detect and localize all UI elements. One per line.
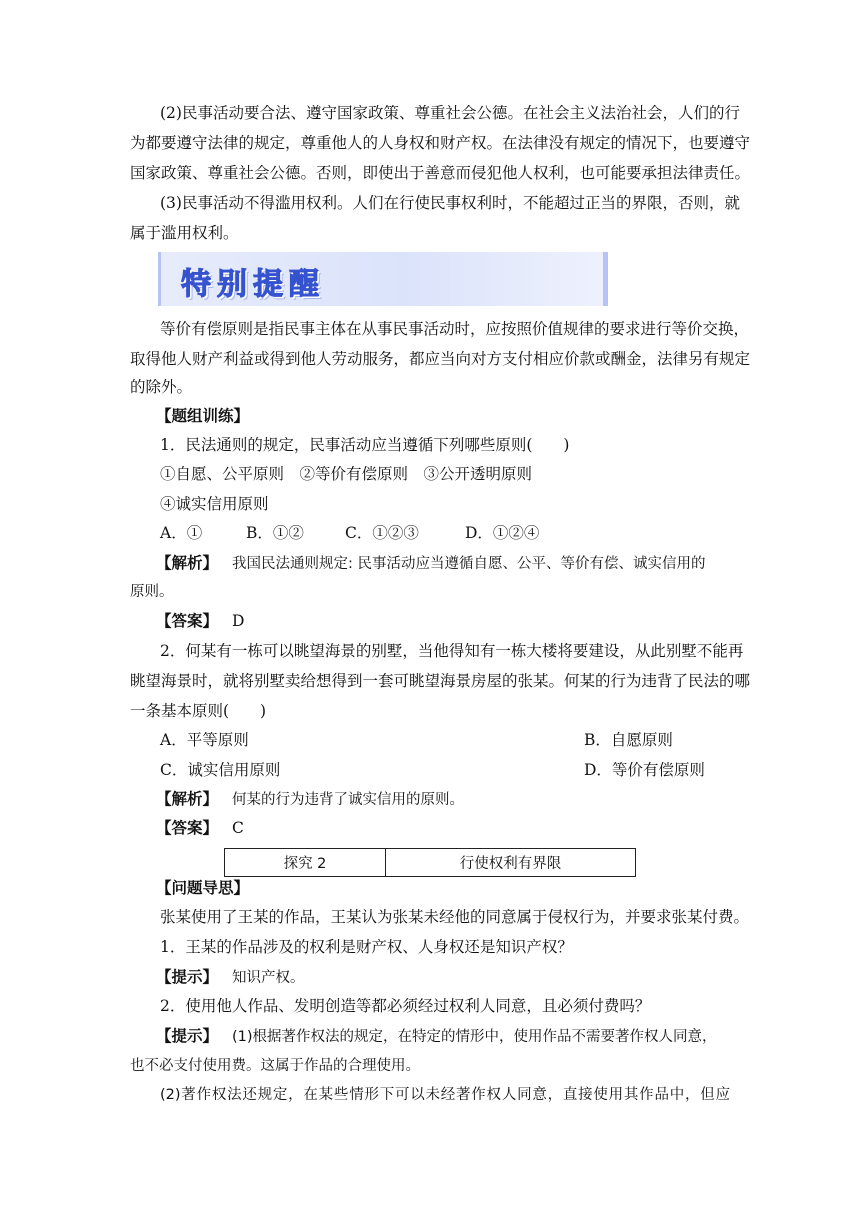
analysis-label: 【解析】 [156,790,219,808]
answer-label: 【答案】 [156,819,219,837]
question-stem: 一条基本原则( ) [130,702,267,720]
analysis-line [156,553,706,574]
reminder-line: 等价有偿原则是指民事主体在从事民事活动时，应按照价值规律的要求进行等价交换， [160,320,750,338]
hint-line [156,967,305,988]
paragraph-line: (3)民事活动不得滥用权利。人们在行使民事权利时，不能超过正当的界限，否则，就 [160,194,740,212]
section-header-table [224,848,636,877]
answer-line [156,818,244,838]
analysis-text: 我国民法通则规定: 民事活动应当遵循自愿、公平、等价有偿、诚实信用的 [232,556,706,572]
hint-line [156,1026,730,1047]
guide-heading: 【问题导思】 [156,879,250,897]
special-reminder-banner [158,252,608,306]
question-stem: 1．民法通则的规定，民事活动应当遵循下列哪些原则( ) [160,436,570,454]
section-title: 行使权利有界限 [386,849,636,877]
option-d: D．①②④ [465,524,540,542]
analysis-text: 何某的行为违背了诚实信用的原则。 [232,792,465,808]
hint-text: (1)根据著作权法的规定，在特定的情形中，使用作品不需要著作权人同意， [232,1029,717,1045]
question-items: ④诚实信用原则 [160,495,269,513]
analysis-line [156,789,464,810]
guide-question: 1．王某的作品涉及的权利是财产权、人身权还是知识产权？ [160,938,573,956]
hint-label: 【提示】 [156,1027,219,1045]
analysis-line: 原则。 [130,584,174,600]
paragraph-line: 属于滥用权利。 [130,224,239,242]
answer-value: D [232,612,245,630]
option-a: A．① [160,524,203,542]
option-a: A．平等原则 [160,731,249,749]
hint-text: 知识产权。 [232,970,305,986]
banner-title: 特别提醒 [181,267,325,302]
guide-question: 2．使用他人作品、发明创造等都必须经过权利人同意，且必须付费吗？ [160,997,651,1015]
question-stem: 2．何某有一栋可以眺望海景的别墅，当他得知有一栋大楼将要建设，从此别墅不能再 [160,642,744,660]
paragraph-line: 国家政策、尊重社会公德。否则，即使出于善意而侵犯他人权利，也可能要承担法律责任。 [130,164,751,182]
option-d: D．等价有偿原则 [584,761,705,779]
option-b: B．①② [246,524,304,542]
answer-label: 【答案】 [156,612,219,630]
hint-line: (2)著作权法还规定，在某些情形下可以未经著作权人同意，直接使用其作品中，但应 [160,1087,730,1103]
option-c: C．①②③ [345,524,419,542]
reminder-line: 取得他人财产利益或得到他人劳动服务，都应当向对方支付相应价款或酬金，法律另有规定 [130,350,751,368]
guide-intro: 张某使用了王某的作品，王某认为张某未经他的同意属于侵权行为，并要求张某付费。 [160,908,750,926]
hint-line: 也不必支付使用费。这属于作品的合理使用。 [130,1058,420,1074]
training-heading: 【题组训练】 [156,407,250,425]
paragraph-line: (2)民事活动要合法、遵守国家政策、尊重社会公德。在社会主义法治社会，人们的行 [160,104,740,122]
reminder-line: 的除外。 [130,378,193,396]
question-items: ①自愿、公平原则 ②等价有偿原则 ③公开透明原则 [160,465,533,483]
hint-label: 【提示】 [156,968,219,986]
answer-value: C [232,819,244,837]
option-c: C．诚实信用原则 [160,761,281,779]
option-b: B．自愿原则 [584,731,673,749]
paragraph-line: 为都要遵守法律的规定，尊重他人的人身权和财产权。在法律没有规定的情况下，也要遵守 [130,134,751,152]
section-number: 探究 2 [225,849,386,877]
analysis-label: 【解析】 [156,554,219,572]
question-stem: 眺望海景时，就将别墅卖给想得到一套可眺望海景房屋的张某。何某的行为违背了民法的哪 [130,672,751,690]
answer-line [156,611,244,631]
